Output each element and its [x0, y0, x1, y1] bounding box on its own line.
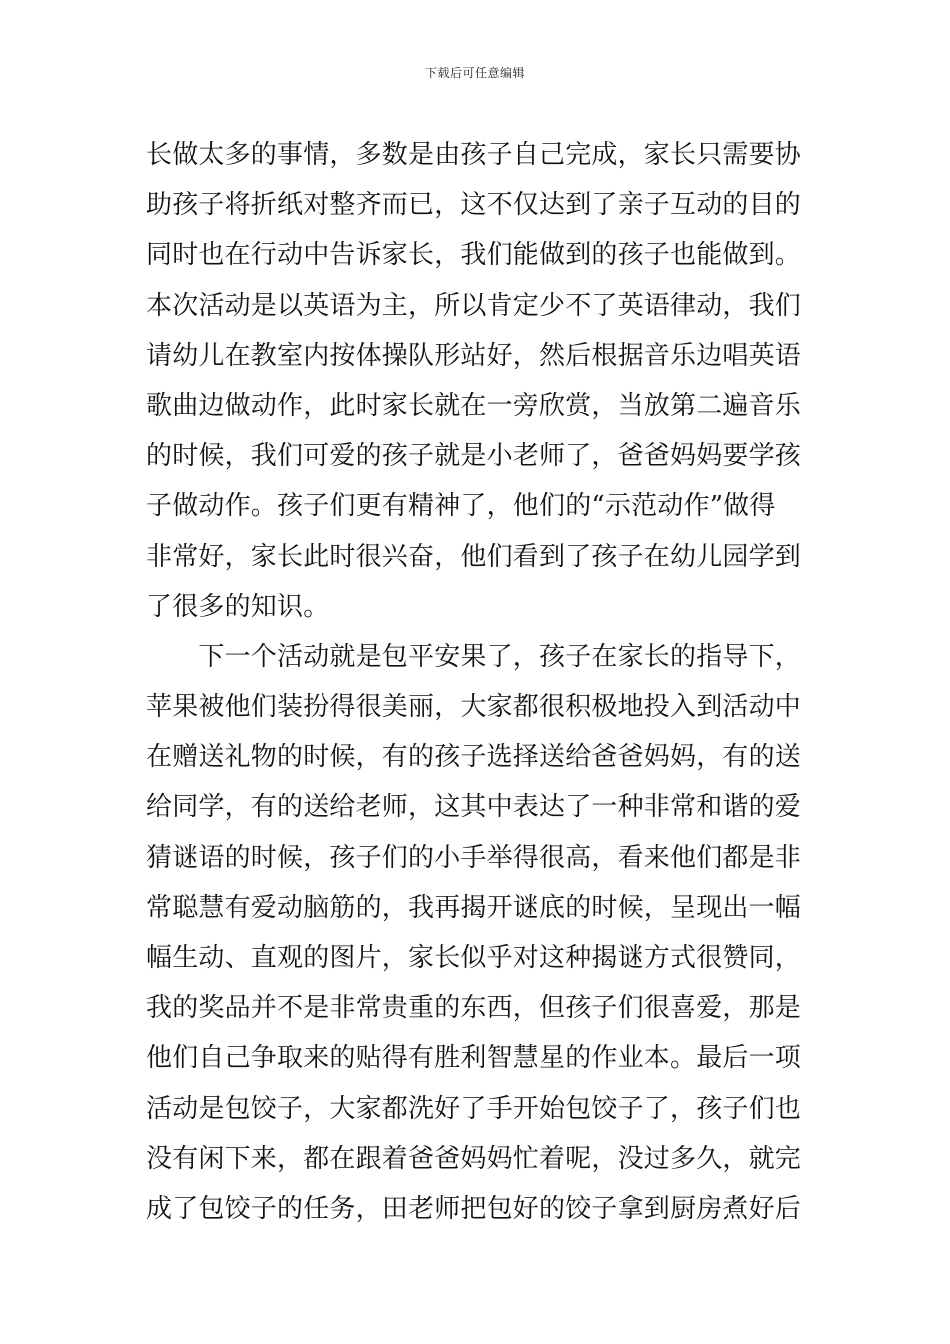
text-line: 助孩子将折纸对整齐而已，这不仅达到了亲子互动的目的 [146, 190, 802, 221]
text-line: 苹果被他们装扮得很美丽，大家都很积极地投入到活动中 [146, 692, 802, 723]
text-line: 长做太多的事情，多数是由孩子自己完成，家长只需要协 [146, 140, 802, 170]
text-line: 下一个活动就是包平安果了，孩子在家长的指导下， [146, 641, 802, 672]
text-line: 给同学，有的送给老师，这其中表达了一种非常和谐的爱 [146, 792, 802, 823]
text-line: 请幼儿在教室内按体操队形站好，然后根据音乐边唱英语 [146, 340, 802, 371]
text-line: 非常好，家长此时很兴奋，他们看到了孩子在幼儿园学到 [146, 541, 802, 572]
text-line: 歌曲边做动作，此时家长就在一旁欣赏，当放第二遍音乐 [146, 390, 802, 421]
body-text [146, 130, 816, 1234]
text-line: 活动是包饺子，大家都洗好了手开始包饺子了，孩子们也 [146, 1093, 802, 1124]
text-line: 他们自己争取来的贴得有胜利智慧星的作业本。最后一项 [146, 1043, 802, 1074]
text-line: 幅生动、直观的图片，家长似乎对这种揭谜方式很赞同， [146, 943, 802, 973]
text-line: 成了包饺子的任务，田老师把包好的饺子拿到厨房煮好后 [146, 1193, 802, 1224]
text-line: 的时候，我们可爱的孩子就是小老师了，爸爸妈妈要学孩 [146, 441, 802, 472]
text-line: 本次活动是以英语为主，所以肯定少不了英语律动，我们 [146, 290, 802, 321]
text-line: 同时也在行动中告诉家长，我们能做到的孩子也能做到。 [146, 240, 802, 271]
page-header: 下载后可任意编辑 [424, 66, 525, 80]
text-line: 常聪慧有爱动脑筋的，我再揭开谜底的时候，呈现出一幅 [146, 892, 802, 923]
text-line: 猜谜语的时候，孩子们的小手举得很高，看来他们都是非 [146, 842, 802, 873]
text-line: 没有闲下来，都在跟着爸爸妈妈忙着呢，没过多久，就完 [146, 1143, 802, 1174]
text-line: 了很多的知识。 [146, 591, 330, 622]
text-line: 在赠送礼物的时候，有的孩子选择送给爸爸妈妈，有的送 [146, 742, 802, 773]
text-line: 子做动作。孩子们更有精神了，他们的“示范动作”做得 [146, 491, 776, 522]
text-line: 我的奖品并不是非常贵重的东西，但孩子们很喜爱，那是 [146, 993, 802, 1024]
